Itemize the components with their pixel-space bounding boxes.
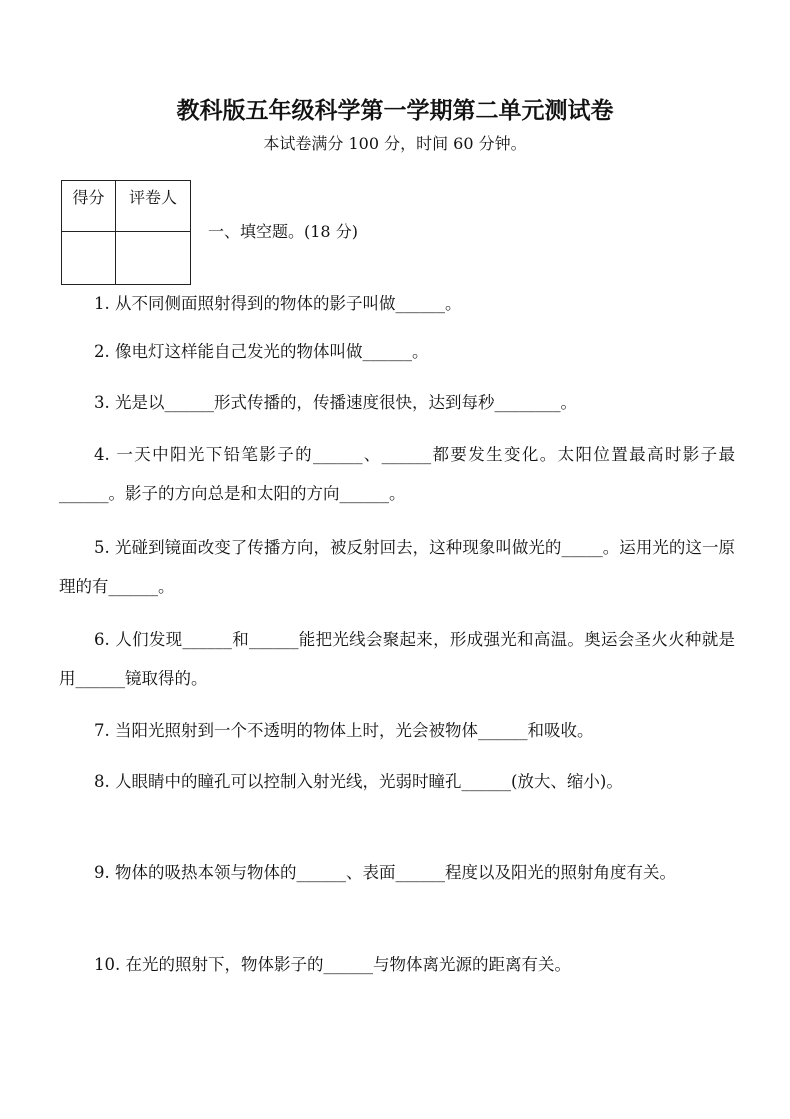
question-3: [59, 383, 735, 422]
question-9: [59, 853, 735, 892]
question-6: [59, 620, 735, 698]
page-subtitle: 本试卷满分 100 分，时间 60 分钟。: [263, 134, 527, 153]
question-text: 6. 人们发现______和______能把光线会聚起来，形成强光和高温。奥运会圣火火种就是用______镜取得的。: [59, 630, 735, 688]
grader-header: 评卷人: [116, 181, 191, 232]
score-table: [61, 180, 191, 285]
question-4: [59, 435, 735, 513]
question-10: [59, 945, 735, 984]
question-text: 9. 物体的吸热本领与物体的______、表面______程度以及阳光的照射角度有关。: [94, 863, 676, 882]
grader-cell: [116, 232, 191, 285]
score-cell: [62, 232, 116, 285]
question-text: 4. 一天中阳光下铅笔影子的______、______都要发生变化。太阳位置最高时影子最______。影子的方向总是和太阳的方向______。: [59, 445, 735, 503]
question-7: [59, 711, 735, 750]
question-text: 3. 光是以______形式传播的，传播速度很快，达到每秒________。: [94, 393, 577, 412]
question-text: 10. 在光的照射下，物体影子的______与物体离光源的距离有关。: [94, 955, 571, 974]
question-text: 7. 当阳光照射到一个不透明的物体上时，光会被物体______和吸收。: [94, 721, 594, 740]
question-5: [59, 528, 735, 606]
page-title: 教科版五年级科学第一学期第二单元测试卷: [176, 98, 614, 124]
question-text: 2. 像电灯这样能自己发光的物体叫做______。: [94, 342, 429, 361]
question-2: [59, 332, 735, 371]
question-text: 1. 从不同侧面照射得到的物体的影子叫做______。: [94, 294, 462, 313]
question-text: 5. 光碰到镜面改变了传播方向，被反射回去，这种现象叫做光的_____。运用光的这一原理的有______。: [59, 538, 735, 596]
question-text: 8. 人眼睛中的瞳孔可以控制入射光线，光弱时瞳孔______(放大、缩小)。: [94, 772, 623, 791]
score-header: 得分: [62, 181, 116, 232]
question-8: [59, 762, 735, 801]
section-heading: 一、填空题。(18 分): [208, 222, 358, 241]
question-1: [59, 284, 735, 323]
